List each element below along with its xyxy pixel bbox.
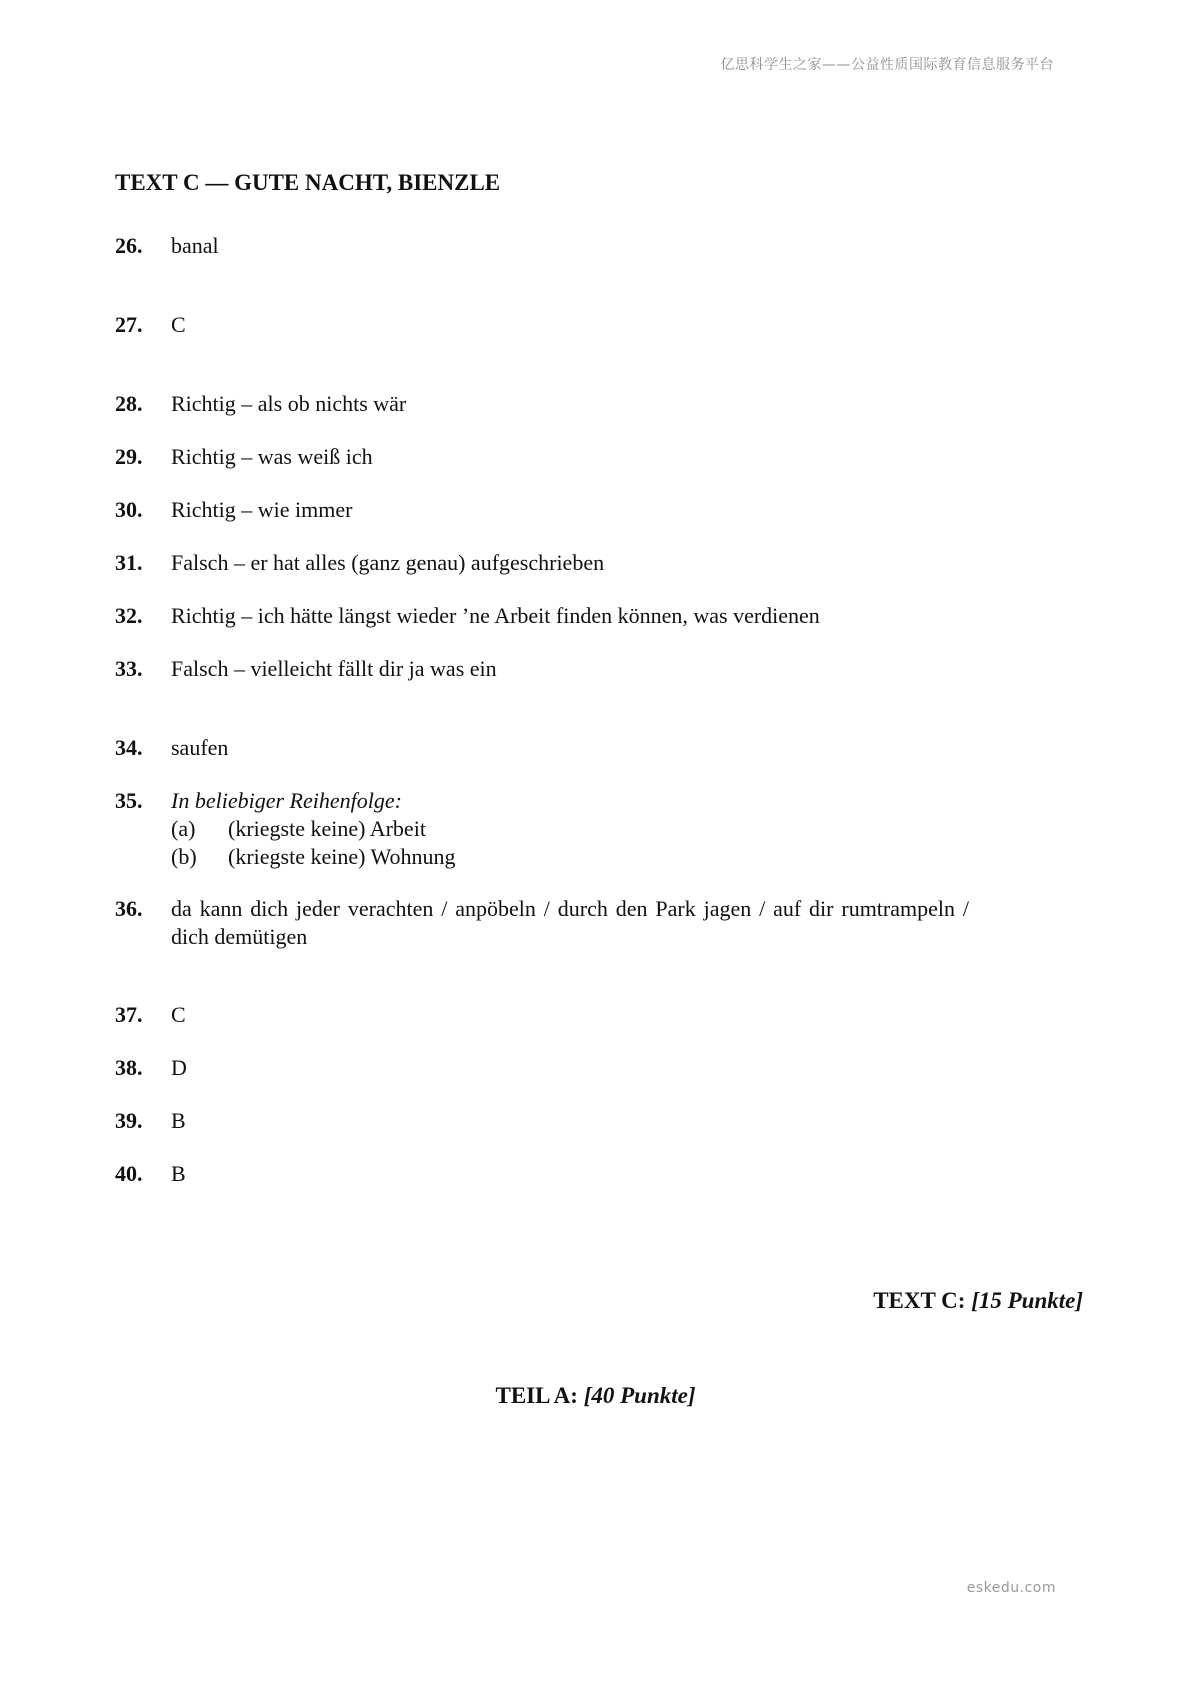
item-answer: Richtig – was weiß ich [171, 444, 373, 469]
answer-instruction: In beliebiger Reihenfolge: [171, 788, 402, 813]
subtotal-label: TEXT C: [873, 1288, 966, 1313]
item-number: 40. [115, 1161, 143, 1186]
item-number: 31. [115, 550, 143, 575]
sub-answer-text: (kriegste keine) Arbeit [228, 816, 426, 841]
section-title: TEXT C — GUTE NACHT, BIENZLE [115, 170, 501, 195]
item-number: 28. [115, 391, 143, 416]
item-answer: B [171, 1108, 186, 1133]
subtotal-points: [15 Punkte] [971, 1288, 1083, 1313]
item-number: 38. [115, 1055, 143, 1080]
item-answer: B [171, 1161, 186, 1186]
item-answer: saufen [171, 735, 229, 760]
total-label: TEIL A: [495, 1383, 578, 1408]
item-answer: Richtig – wie immer [171, 497, 353, 522]
item-answer: C [171, 312, 186, 337]
item-number: 33. [115, 656, 143, 681]
item-answer: C [171, 1002, 186, 1027]
item-number: 30. [115, 497, 143, 522]
header-watermark: 亿思科学生之家——公益性质国际教育信息服务平台 [720, 57, 1054, 73]
sub-answer [171, 815, 426, 843]
section-subtotal [873, 1288, 1083, 1314]
item-answer: da kann dich jeder verachten / anpöbeln / durch den Park jagen / auf dir rumtrampeln / dich demütigen [171, 896, 969, 949]
item-answer: Falsch – vielleicht fällt dir ja was ein [171, 656, 497, 681]
sub-answer-text: (kriegste keine) Wohnung [228, 844, 456, 869]
item-number: 29. [115, 444, 143, 469]
item-number: 32. [115, 603, 143, 628]
item-answer: Richtig – ich hätte längst wieder ’ne Arbeit finden können, was verdienen [171, 603, 820, 628]
item-number: 26. [115, 233, 143, 258]
item-number: 35. [115, 788, 143, 813]
item-number: 37. [115, 1002, 143, 1027]
part-total [0, 1383, 1191, 1409]
item-number: 27. [115, 312, 143, 337]
item-answer: Falsch – er hat alles (ganz genau) aufgeschrieben [171, 550, 605, 575]
item-number: 34. [115, 735, 143, 760]
total-points: [40 Punkte] [583, 1383, 696, 1408]
item-answer: D [171, 1055, 187, 1080]
sub-answer [171, 843, 456, 871]
item-number: 36. [115, 896, 143, 921]
sub-answer-label: (b) [171, 844, 197, 869]
footer-watermark: eskedu.com [966, 1580, 1056, 1596]
item-answer: Richtig – als ob nichts wär [171, 391, 407, 416]
item-number: 39. [115, 1108, 143, 1133]
item-answer: banal [171, 233, 219, 258]
item-answer-group [171, 787, 456, 871]
sub-answer-label: (a) [171, 816, 196, 841]
